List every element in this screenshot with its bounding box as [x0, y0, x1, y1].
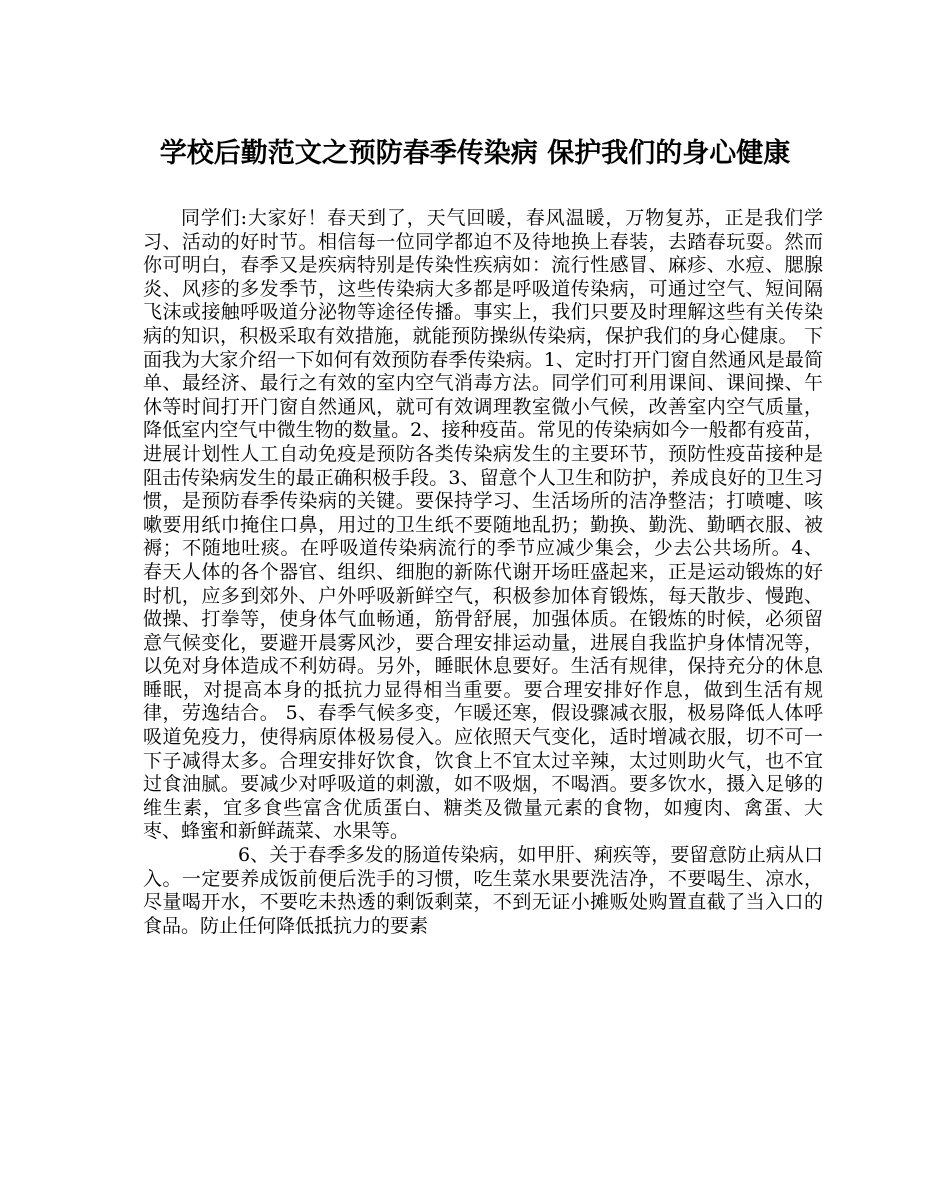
document-body [143, 207, 823, 938]
paragraph: 6、关于春季多发的肠道传染病，如甲肝、痢疾等，要留意防止病从口入。一定要养成饭前便后洗手的习惯，吃生菜水果要洗洁净，不要喝生、凉水，尽量喝开水，不要吃未热透的剩饭剩菜，不到无证小摊贩处购置直截了当入口的食品。防止任何降低抵抗力的要素 [143, 844, 823, 937]
document-title: 学校后勤范文之预防春季传染病 保护我们的身心健康 [159, 138, 791, 169]
paragraph: 同学们:大家好！春天到了，天气回暖，春风温暖，万物复苏，正是我们学习、活动的好时节。相信每一位同学都迫不及待地换上春装，去踏春玩耍。然而你可明白，春季又是疾病特别是传染性疾病如：流行性感冒、麻疹、水痘、腮腺炎、风疹的多发季节，这些传染病大多都是呼吸道传染病，可通过空气、短间隔飞沫或接触呼吸道分泌物等途径传播。事实上，我们只要及时理解这些有关传染病的知识，积极采取有效措施，就能预防操纵传染病，保护我们的身心健康。 下面我为大家介绍一下如何有效预防春季传染病。1、定时打开门窗自然通风是最简单、最经济、最行之有效的室内空气消毒方法。同学们可利用课间、课间操、午休等时间打开门窗自然通风，就可有效调理教室微小气候，改善室内空气质量，降低室内空气中微生物的数量。2、接种疫苗。常见的传染病如今一般都有疫苗，进展计划性人工自动免疫是预防各类传染病发生的主要环节，预防性疫苗接种是阻击传染病发生的最正确积极手段。3、留意个人卫生和防护，养成良好的卫生习惯，是预防春季传染病的关键。要保持学习、生活场所的洁净整洁；打喷嚏、咳嗽要用纸巾掩住口鼻，用过的卫生纸不要随地乱扔；勤换、勤洗、勤晒衣服、被褥；不随地吐痰。在呼吸道传染病流行的季节应减少集会，少去公共场所。4、 春天人体的各个器官、组织、细胞的新陈代谢开场旺盛起来，正是运动锻炼的好时机，应多到郊外、户外呼吸新鲜空气，积极参加体育锻炼，每天散步、慢跑、做操、打拳等，使身体气血畅通，筋骨舒展，加强体质。在锻炼的时候，必须留意气候变化，要避开晨雾风沙，要合理安排运动量，进展自我监护身体情况等，以免对身体造成不利妨碍。另外，睡眠休息要好。生活有规律，保持充分的休息睡眠，对提高本身的抵抗力显得相当重要。要合理安排好作息，做到生活有规律，劳逸结合。 5、春季气候多变，乍暖还寒，假设骤减衣服，极易降低人体呼吸道免疫力，使得病原体极易侵入。应依照天气变化，适时增减衣服，切不可一下子减得太多。合理安排好饮食，饮食上不宜太过辛辣，太过则助火气，也不宜过食油腻。要减少对呼吸道的刺激，如不吸烟，不喝酒。要多饮水，摄入足够的维生素，宜多食些富含优质蛋白、糖类及微量元素的食物，如瘦肉、禽蛋、大枣、蜂蜜和新鲜蔬菜、水果等。 [143, 207, 823, 843]
